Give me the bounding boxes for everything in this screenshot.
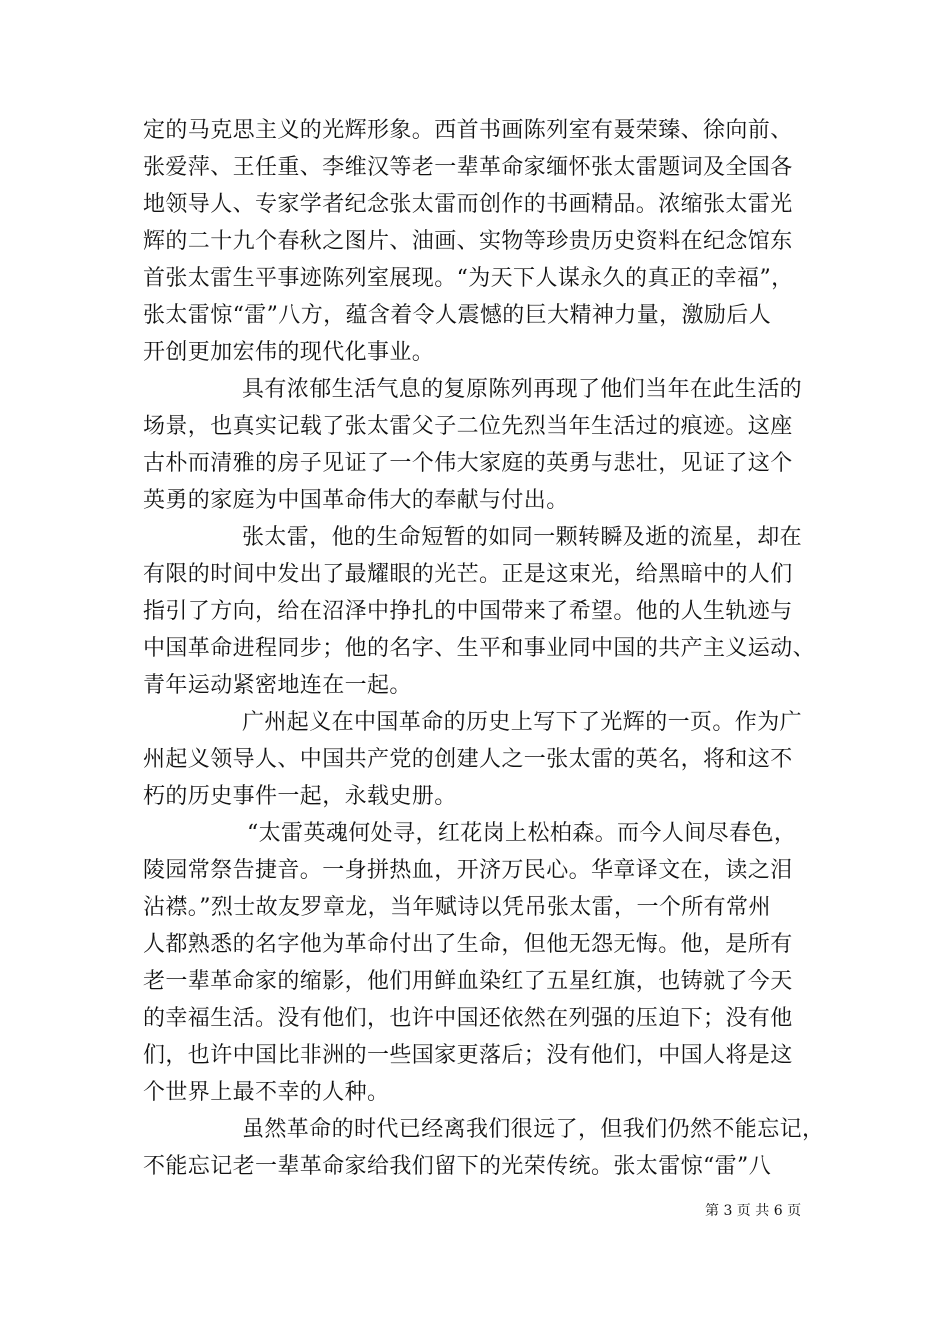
text-line: 个世界上最不幸的人种。 xyxy=(143,1080,390,1105)
paragraph xyxy=(143,519,815,704)
text-line: 地领导人、专家学者纪念张太雷而创作的书画精品。浓缩张太雷光 xyxy=(143,192,793,217)
text-line: 沾襟。”烈士故友罗章龙，当年赋诗以凭吊张太雷，一个所有常州 xyxy=(143,895,771,920)
text-line: 张太雷，他的生命短暂的如同一颗转瞬及逝的流星，却在 xyxy=(242,525,803,550)
text-line: 的幸福生活。没有他们，也许中国还依然在列强的压迫下；没有他 xyxy=(143,1006,793,1031)
text-line: 们，也许中国比非洲的一些国家更落后；没有他们，中国人将是这 xyxy=(143,1043,793,1068)
text-line: 定的马克思主义的光辉形象。西首书画陈列室有聂荣臻、徐向前、 xyxy=(143,118,793,143)
text-line: 不能忘记老一辈革命家给我们留下的光荣传统。张太雷惊“雷”八 xyxy=(143,1154,772,1179)
text-line: 开创更加宏伟的现代化事业。 xyxy=(143,340,435,365)
paragraph xyxy=(143,815,815,1111)
text-line: 英勇的家庭为中国革命伟大的奉献与付出。 xyxy=(143,488,569,513)
text-line: 中国革命进程同步；他的名字、生平和事业同中国的共产主义运动、 xyxy=(143,636,816,661)
page-number-footer: 第 3 页 共 6 页 xyxy=(705,1203,802,1219)
text-line: 指引了方向，给在沼泽中挣扎的中国带来了希望。他的人生轨迹与 xyxy=(143,599,793,624)
paragraph xyxy=(143,1111,825,1185)
text-line: 辉的二十九个春秋之图片、油画、实物等珍贵历史资料在纪念馆东 xyxy=(143,229,793,254)
paragraph xyxy=(143,112,815,371)
text-line: 古朴而清雅的房子见证了一个伟大家庭的英勇与悲壮，见证了这个 xyxy=(143,451,793,476)
text-line: 具有浓郁生活气息的复原陈列再现了他们当年在此生活的 xyxy=(242,377,803,402)
text-line: 首张太雷生平事迹陈列室展现。“为天下人谋永久的真正的幸福”， xyxy=(143,266,794,291)
paragraph xyxy=(143,371,815,519)
text-line: 朽的历史事件一起，永载史册。 xyxy=(143,784,457,809)
text-line: 虽然革命的时代已经离我们很远了，但我们仍然不能忘记， xyxy=(242,1117,825,1142)
text-line: 张太雷惊“雷”八方，蕴含着令人震憾的巨大精神力量，激励后人 xyxy=(143,303,772,328)
text-line: 广州起义在中国革命的历史上写下了光辉的一页。作为广 xyxy=(242,710,803,735)
text-line: 场景，也真实记载了张太雷父子二位先烈当年生活过的痕迹。这座 xyxy=(143,414,793,439)
text-line: “太雷英魂何处寻，红花岗上松柏森。而今人间尽春色， xyxy=(247,821,797,846)
paragraph xyxy=(143,704,815,815)
text-line: 人都熟悉的名字他为革命付出了生命，但他无怨无悔。他，是所有 xyxy=(143,932,793,957)
text-line: 州起义领导人、中国共产党的创建人之一张太雷的英名，将和这不 xyxy=(143,747,793,772)
text-line: 老一辈革命家的缩影，他们用鲜血染红了五星红旗，也铸就了今天 xyxy=(143,969,793,994)
text-line: 青年运动紧密地连在一起。 xyxy=(143,673,412,698)
text-line: 张爱萍、王任重、李维汉等老一辈革命家缅怀张太雷题词及全国各 xyxy=(143,155,793,180)
text-line: 陵园常祭告捷音。一身拼热血，开济万民心。华章译文在，读之泪 xyxy=(143,858,793,883)
text-line: 有限的时间中发出了最耀眼的光芒。正是这束光，给黑暗中的人们 xyxy=(143,562,793,587)
document-body xyxy=(143,112,825,1185)
